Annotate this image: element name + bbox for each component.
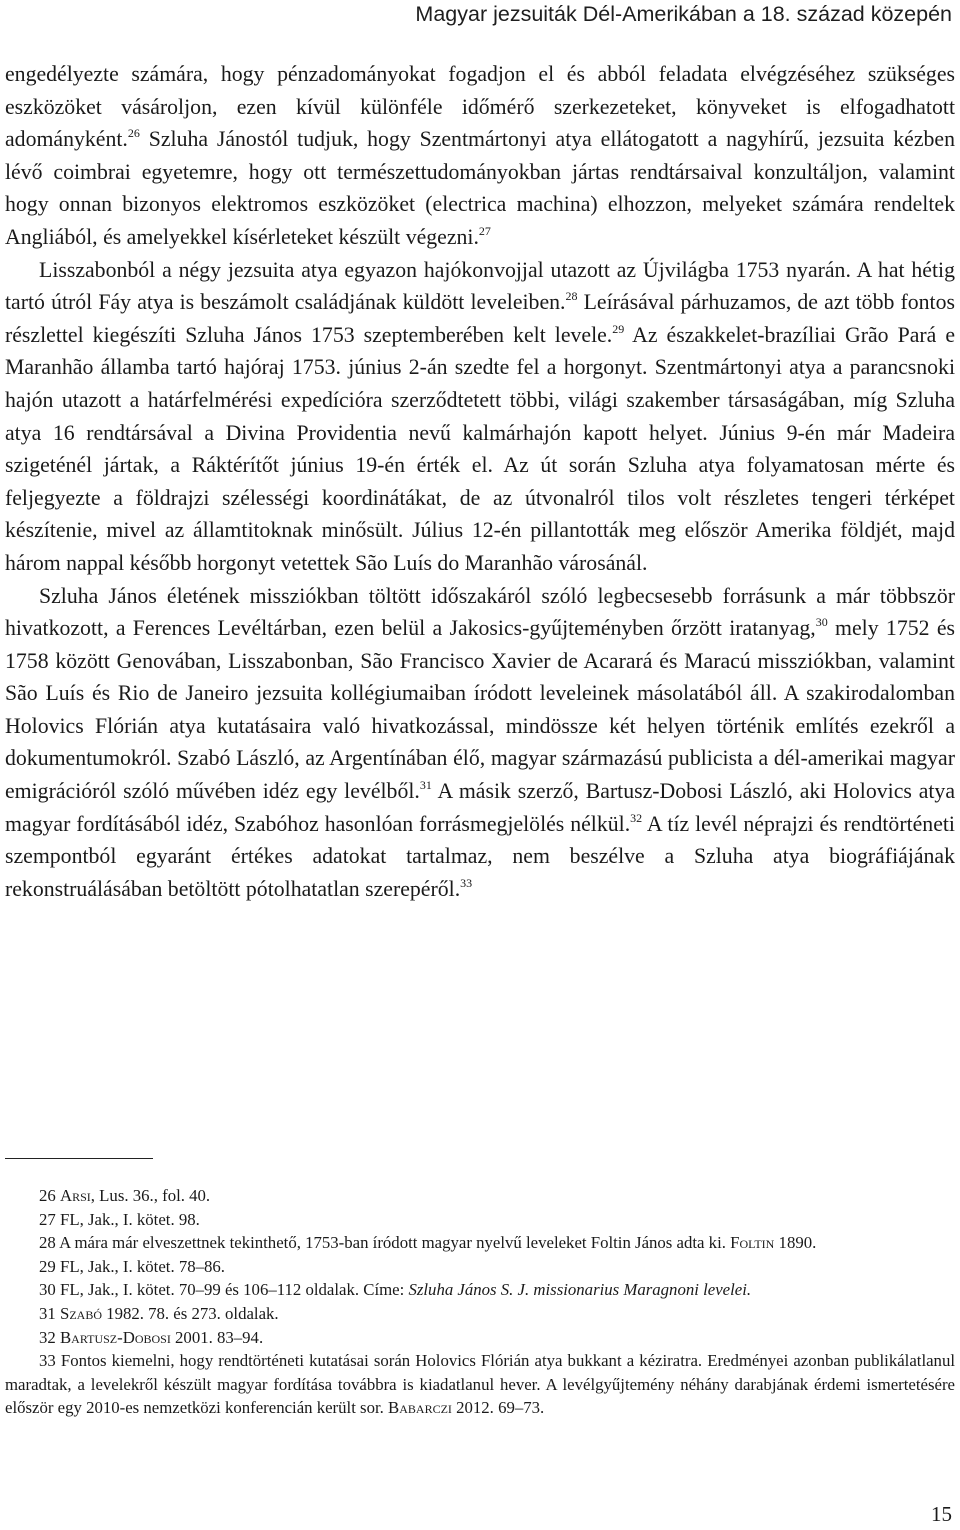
footnote-ref-31[interactable]: 31 — [419, 778, 432, 793]
footnote-26 — [5, 1184, 955, 1208]
author-name: Babarczi — [388, 1398, 452, 1418]
footnote-text: A mára már elveszettnek tekinthető, 1753-ban íródott magyar nyelvű leveleket Foltin János adta ki. — [59, 1233, 731, 1253]
footnote-ref-33[interactable]: 33 — [460, 875, 473, 890]
paragraph-text: Leírásával párhuzamos, de azt több fontos részlettel kiegészíti Szluha János 1753 szeptemberében kelt levele. — [5, 290, 955, 347]
footnote-text: 2001. 83–94. — [170, 1327, 264, 1347]
footnote-text: FL, Jak., I. kötet. 98. — [59, 1209, 200, 1229]
paragraph-text: Lisszabonból a négy jezsuita atya egyazon hajókonvojjal utazott az Újvilágba 1753 nyarán. A hat hétig tartó útról Fáy atya is beszámolt családjának küldött leveleiben. — [5, 257, 955, 315]
footnote-text: FL, Jak., I. kötet. 78–86. — [59, 1256, 225, 1276]
footnote-33 — [5, 1349, 955, 1420]
footnote-text: 1982. 78. és 273. oldalak. — [101, 1303, 279, 1323]
footnote-ref-26[interactable]: 26 — [127, 126, 140, 141]
footnote-number: 28 — [39, 1233, 56, 1253]
footnote-ref-30[interactable]: 30 — [815, 615, 828, 630]
footnote-number: 30 — [39, 1280, 56, 1300]
paragraph-text: mely 1752 és 1758 között Genovában, Lisszabonban, São Francisco Xavier de Acarará és Maracú missziókban, valamint São Luís és Rio de Janeiro jezsuita kollégiumaiban íródott leveleinek másolatából áll. A szakirodalomban Holovics Flórián atya kutatásaira való hivatkozással, mindössze két helyen történik említés ezekről a dokumentumokról. Szabó László, az Argentínában élő, magyar származású publicista a dél-amerikai magyar emigrációról szóló művében idéz egy levélből. — [5, 616, 955, 804]
footnote-32 — [5, 1326, 955, 1350]
footnote-27 — [5, 1208, 955, 1232]
paragraph-text: A tíz levél néprajzi és rendtörténeti szempontból egyaránt értékes adatokat tartalmaz, nem beszélve a Szluha atya biográfiájának rekonstruálásában betöltött pótolhatatlan szerepéről. — [5, 811, 955, 901]
author-name: Bartusz-Dobosi — [59, 1327, 171, 1347]
footnote-ref-32[interactable]: 32 — [630, 810, 643, 825]
footnotes — [5, 1184, 955, 1420]
footnote-number: 27 — [39, 1209, 56, 1229]
footnote-30 — [5, 1278, 955, 1302]
paragraph-text: A másik szerző, Bartusz-Dobosi László, aki Holovics atya magyar fordításából idéz, Szabóhoz hasonlóan forrásmegjelölés nélkül. — [5, 779, 956, 836]
footnote-number: 26 — [39, 1186, 56, 1205]
footnote-text: , Lus. 36., fol. 40. — [90, 1186, 211, 1205]
paragraph-1 — [5, 58, 955, 254]
paragraph-text: engedélyezte számára, hogy pénzadományokat fogadjon el és abból feladata elvégzéséhez szükséges eszközöket vásároljon, ezen kívül különféle időmérő szerkezeteket, könyveket is elfogadhatott adományként. — [5, 62, 955, 152]
footnote-text: 2012. 69–73. — [451, 1398, 545, 1418]
body-text — [5, 58, 955, 905]
footnote-separator — [5, 1158, 153, 1159]
footnote-31 — [5, 1302, 955, 1326]
footnote-28 — [5, 1231, 955, 1255]
footnote-text: FL, Jak., I. kötet. 70–99 és 106–112 oldalak. Címe: — [59, 1280, 409, 1300]
footnote-number: 29 — [39, 1256, 56, 1276]
footnote-ref-28[interactable]: 28 — [565, 289, 578, 304]
running-header: Magyar jezsuiták Dél-Amerikában a 18. század közepén — [415, 2, 952, 26]
paragraph-2 — [5, 254, 955, 580]
footnote-ref-29[interactable]: 29 — [612, 321, 625, 336]
footnote-text: Fontos kiemelni, hogy rendtörténeti kutatásai során Holovics Flórián atya bukkant a kéziratra. Eredményei azonban publikálatlanul maradtak, a levelekről készült magyar fordítása továbbra is kiadatlanul hever. A levélgyűjtemény néhány darabjának érdemi ismertetésére először egy 2010-es nemzetközi konferencián került sor. — [5, 1351, 956, 1418]
author-name: Foltin — [730, 1233, 775, 1253]
page-number: 15 — [931, 1502, 952, 1526]
paragraph-text: Szluha Jánostól tudjuk, hogy Szentmártonyi atya ellátogatott a nagyhírű, jezsuita kézben lévő coimbrai egyetemre, hogy ott természettudományokban jártas rendtársaival konzultáljon, valamint hogy onnan bizonyos elektromos eszközöket (electrica machina) elhozzon, melyeket számára rendeltek Angliából, és amelyekkel kísérleteket készült végezni. — [5, 127, 955, 249]
paragraph-text: Az északkelet-brazíliai Grão Pará e Maranhão államba tartó hajóraj 1753. június 2-án szedte fel a horgonyt. Szentmártonyi atya a parancsnoki hajón utazott a határfelmérési expedícióra szerződtetett többi, világi szakember társaságában, míg Szluha atya 16 rendtársával a Divina Providentia nevű kalmárhajón kapott helyet. Június 9-én már Madeira szigeténél jártak, a Ráktérítőt június 19-én érték el. Az út során Szluha atya folyamatosan mérte és feljegyezte a földrajzi szélességi koordinátákat, de az útvonalról tilos volt részletes tengeri térképet készítenie, mivel az államtitoknak minősült. Július 12-én pillantották meg először Amerika földjét, majd három nappal később horgonyt vetettek São Luís do Maranhão városánál. — [5, 322, 955, 575]
title-italic: Szluha János S. J. missionarius Maragnoni levelei. — [408, 1280, 752, 1300]
footnote-ref-27[interactable]: 27 — [478, 223, 491, 238]
paragraph-text: Szluha János életének missziókban töltött időszakáról szóló legbecsesebb forrásunk a már többször hivatkozott, a Ferences Levéltárban, ezen belül a Jakosics-gyűjteményben őrzött iratanyag, — [5, 583, 955, 641]
footnote-number: 32 — [39, 1327, 56, 1347]
footnote-text: 1890. — [774, 1233, 817, 1253]
footnote-number: 31 — [39, 1303, 56, 1323]
footnote-number: 33 — [39, 1351, 56, 1371]
paragraph-3 — [5, 580, 955, 906]
author-name: Szabó — [59, 1303, 102, 1323]
author-name: Arsi — [59, 1186, 91, 1205]
footnote-29 — [5, 1255, 955, 1279]
